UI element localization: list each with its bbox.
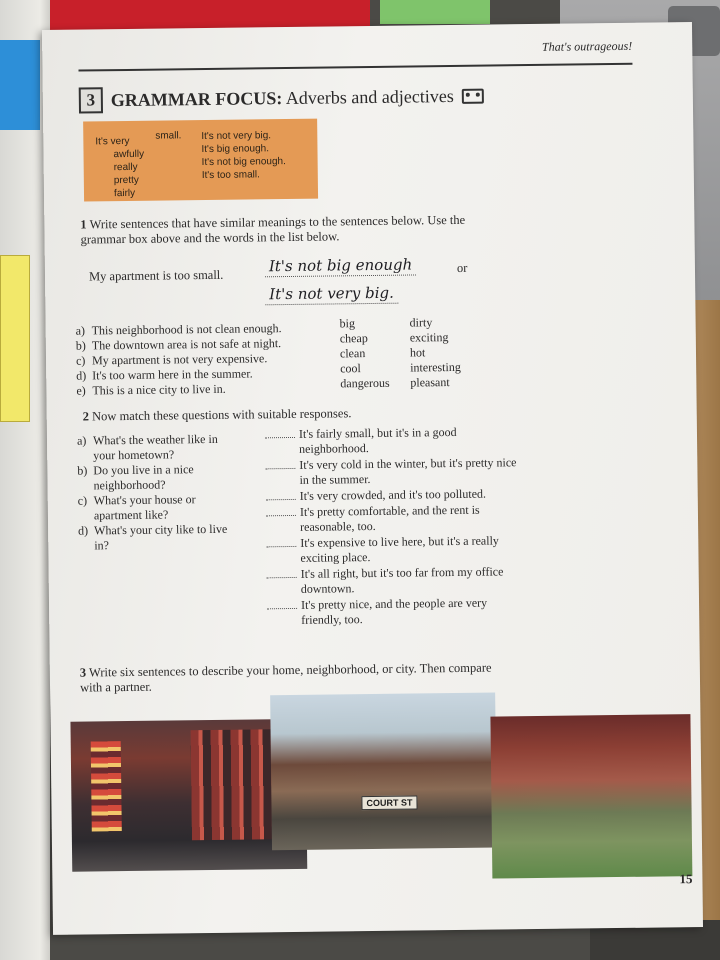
response-item <box>266 486 525 504</box>
answer-2-text: It's not very big. <box>265 284 398 306</box>
answer-blank[interactable] <box>267 598 297 609</box>
exercise-2-text: Now match these questions with suitable responses. <box>92 406 352 424</box>
handwritten-answer-1[interactable] <box>265 257 416 275</box>
section-title <box>111 85 454 110</box>
question-item <box>77 461 252 493</box>
response-item <box>265 455 524 488</box>
running-title: That's outrageous! <box>541 38 633 54</box>
section-title-bold: GRAMMAR FOCUS: <box>110 87 283 110</box>
or-word: or <box>456 260 468 275</box>
header-rule <box>78 63 632 72</box>
response-text: It's very cold in the winter, but it's pretty nice in the summer. <box>299 455 517 487</box>
question-letter: b) <box>77 463 88 478</box>
response-text: It's fairly small, but it's in a good neighborhood. <box>298 424 457 456</box>
item-letter: c) <box>75 353 86 368</box>
word: pleasant <box>410 375 450 390</box>
answer-blank[interactable] <box>266 489 296 500</box>
word: dirty <box>409 315 433 330</box>
question-text: Do you live in a nice neighborhood? <box>93 462 194 493</box>
exercise-2-number: 2 <box>82 409 90 424</box>
answer-blank[interactable] <box>265 427 295 438</box>
adverb-fairly: fairly <box>113 187 136 200</box>
list-item <box>76 380 346 398</box>
response-item <box>267 595 526 628</box>
question-letter: a) <box>76 433 87 448</box>
word: exciting <box>409 330 449 345</box>
green-book-cover <box>380 0 490 24</box>
response-item <box>266 502 525 535</box>
blue-tab <box>0 40 40 130</box>
response-item <box>267 564 526 597</box>
section-heading <box>79 83 484 114</box>
question-text: What's your city like to live in? <box>94 521 228 553</box>
town-street-photo <box>270 693 497 851</box>
item-letter: b) <box>75 338 86 353</box>
exercise-3-number: 3 <box>79 665 87 680</box>
exercise-2-responses <box>265 424 526 629</box>
question-letter: d) <box>78 523 89 538</box>
word: clean <box>339 346 366 361</box>
word: hot <box>409 345 426 360</box>
exercise-1-items <box>76 320 347 398</box>
cassette-icon <box>462 88 484 103</box>
example-prompt: My apartment is too small. <box>88 267 224 284</box>
answer-blank[interactable] <box>266 536 296 547</box>
answer-blank[interactable] <box>266 505 296 516</box>
exercise-1-instruction <box>80 213 480 248</box>
grammar-lead: It's very <box>95 135 130 148</box>
word: dangerous <box>340 375 390 391</box>
answer-blank[interactable] <box>265 458 295 469</box>
item-letter: a) <box>75 323 86 338</box>
grammar-example: It's too small. <box>201 169 260 182</box>
question-item <box>78 521 253 553</box>
grammar-box <box>83 119 318 202</box>
yellow-note <box>0 255 30 422</box>
response-item <box>265 424 524 457</box>
grammar-adjective: small. <box>155 130 182 142</box>
response-text: It's pretty nice, and the people are very friendly, too. <box>300 595 488 627</box>
question-text: What's your house or apartment like? <box>93 492 196 523</box>
section-title-rest: Adverbs and adjectives <box>282 85 454 108</box>
section-number: 3 <box>79 87 103 113</box>
word: cheap <box>339 331 368 346</box>
word: cool <box>340 361 361 376</box>
response-text: It's pretty comfortable, and the rent is reasonable, too. <box>299 502 480 534</box>
grammar-box-examples <box>201 129 286 182</box>
answer-1-text: It's not big enough <box>265 255 417 277</box>
exercise-2-questions <box>77 431 253 553</box>
page-number: 15 <box>679 871 693 887</box>
word-list <box>340 315 491 392</box>
response-item <box>266 533 525 566</box>
question-item <box>78 491 253 523</box>
grammar-box-adverbs <box>95 135 144 201</box>
item-text: My apartment is not very expensive. <box>91 351 268 368</box>
response-text: It's very crowded, and it's too polluted. <box>299 486 487 503</box>
item-text: The downtown area is not safe at night. <box>91 336 282 353</box>
item-letter: e) <box>76 383 86 398</box>
grammar-example: It's big enough. <box>201 143 270 156</box>
adverb-awfully: awfully <box>113 148 145 161</box>
item-text: This is a nice city to live in. <box>92 381 226 398</box>
suburb-photo <box>490 714 692 878</box>
adverb-pretty: pretty <box>113 174 139 187</box>
response-text: It's expensive to live here, but it's a really exciting place. <box>300 533 499 565</box>
grammar-example: It's not big enough. <box>201 156 286 169</box>
handwritten-answer-2[interactable] <box>265 283 398 304</box>
word: big <box>339 316 356 331</box>
question-item <box>77 431 252 463</box>
question-text: What's the weather like in your hometown? <box>92 431 218 463</box>
item-letter: d) <box>76 368 87 383</box>
textbook-page <box>42 22 703 935</box>
question-letter: c) <box>77 493 88 508</box>
item-text: This neighborhood is not clean enough. <box>91 321 282 338</box>
exercise-2-instruction <box>83 405 463 425</box>
word: interesting <box>410 359 461 375</box>
exercise-1-number: 1 <box>80 217 87 232</box>
photo-collage <box>70 684 692 872</box>
grammar-example: It's not very big. <box>201 130 272 143</box>
exercise-3-text: Write six sentences to describe your home, neighborhood, or city. Then compare with a partner. <box>79 660 492 695</box>
exercise-1-text: Write sentences that have similar meanings to the sentences below. Use the grammar box above and the words in the list below. <box>80 212 466 247</box>
answer-blank[interactable] <box>267 567 297 578</box>
item-text: It's too warm here in the summer. <box>92 366 253 383</box>
street-sign: COURT ST <box>361 795 417 810</box>
response-text: It's all right, but it's too far from my office downtown. <box>300 564 504 596</box>
adverb-really: really <box>113 161 138 174</box>
